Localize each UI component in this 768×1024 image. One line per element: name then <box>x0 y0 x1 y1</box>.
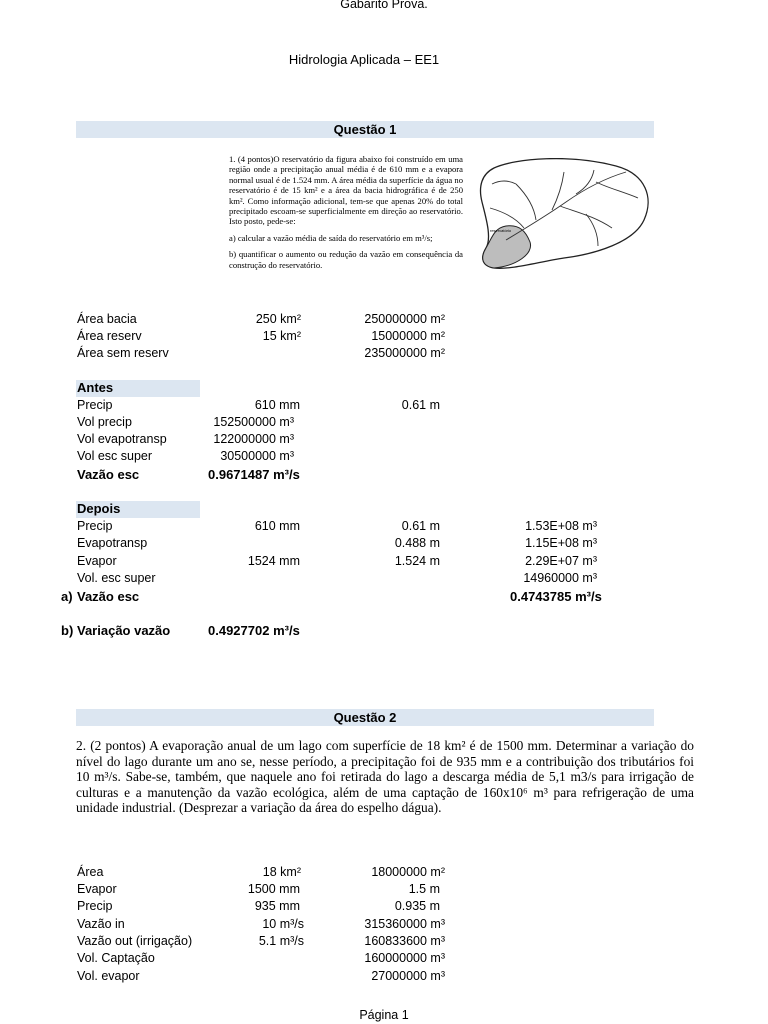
answer-a-prefix: a) <box>61 589 73 604</box>
q2-row-value-1: 935 mm <box>254 899 300 913</box>
page-header-title: Gabarito Prova. <box>340 0 428 11</box>
depois-volesc-value: 14960000 m³ <box>523 571 597 585</box>
depois-evapot-m: 0.488 m <box>394 536 440 550</box>
q2-row-value-2: 160833600 m³ <box>364 934 445 948</box>
depois-precip-m: 0.61 m <box>401 519 440 533</box>
reservoir-label: reservatório <box>490 228 512 233</box>
antes-volprecip-label: Vol precip <box>77 415 132 429</box>
question-2-statement: 2. (2 pontos) A evaporação anual de um lago com superfície de 18 km² é de 1500 mm. Determinar a variação do nível do lago durante um ano se, nesse período, a precipitação foi de 935 mm e a contribuição dos tributários foi 10 m³/s. Sabe-se, também, que naquele ano foi retirada do lago a descarga média de 5,1 m3/s para irrigação de culturas e a manutenção da vazão ecológica, além de uma captação de 160x10⁶ m³ para refrigeração de uma unidade industrial. (Desprezar a variação da área do espelho dágua). <box>76 738 694 816</box>
antes-vazao-label: Vazão esc <box>77 467 140 482</box>
antes-volprecip-value: 152500000 m³ <box>213 415 294 429</box>
antes-precip-label: Precip <box>77 398 113 412</box>
depois-precip-label: Precip <box>77 519 113 533</box>
q2-row-value-2: 315360000 m³ <box>364 917 445 931</box>
variacao-label: Variação vazão <box>77 623 171 638</box>
antes-precip-mm: 610 mm <box>254 398 300 412</box>
q2-row-value-2: 27000000 m³ <box>371 969 445 983</box>
depois-evapot-label: Evapotransp <box>77 536 148 550</box>
antes-volesc-label: Vol esc super <box>77 449 153 463</box>
depois-evapor-mm: 1524 mm <box>247 554 300 568</box>
depois-precip-vol: 1.53E+08 m³ <box>525 519 597 533</box>
q2-row-label: Vol. evapor <box>77 969 140 983</box>
q1-item-b: b) quantificar o aumento ou redução da vazão em consequência da construção do reservatório. <box>229 249 463 270</box>
area-row-value-1: 250 km² <box>255 312 301 326</box>
antes-vazao-value: 0.9671487 m³/s <box>208 467 300 482</box>
depois-precip-mm: 610 mm <box>254 519 300 533</box>
area-row-value-2: 15000000 m² <box>371 329 445 343</box>
q2-row-value-2: 18000000 m² <box>371 865 445 879</box>
document-subtitle: Hidrologia Aplicada – EE1 <box>288 52 440 67</box>
antes-title: Antes <box>77 380 114 395</box>
depois-title: Depois <box>77 501 121 516</box>
area-row-value-2: 235000000 m² <box>364 346 445 360</box>
q2-row-label: Vazão out (irrigação) <box>77 934 193 948</box>
antes-volevap-label: Vol evapotransp <box>77 432 167 446</box>
area-row-label: Área sem reserv <box>77 346 169 360</box>
area-row-label: Área reserv <box>77 329 142 343</box>
antes-volevap-value: 122000000 m³ <box>213 432 294 446</box>
depois-evapor-m: 1.524 m <box>394 554 440 568</box>
q2-row-label: Vol. Captação <box>77 951 155 965</box>
depois-vazao-value: 0.4743785 m³/s <box>510 589 602 604</box>
antes-precip-m: 0.61 m <box>401 398 440 412</box>
q2-row-value-1: 18 km² <box>262 865 301 879</box>
question-1-statement <box>229 154 463 276</box>
q2-row-value-2: 0.935 m <box>394 899 440 913</box>
q2-row-label: Vazão in <box>77 917 125 931</box>
variacao-value: 0.4927702 m³/s <box>208 623 300 638</box>
depois-evapot-vol: 1.15E+08 m³ <box>525 536 597 550</box>
q2-row-label: Evapor <box>77 882 117 896</box>
area-row-label: Área bacia <box>77 312 137 326</box>
q2-row-value-1: 10 m³/s <box>262 917 304 931</box>
depois-vazao-label: Vazão esc <box>77 589 140 604</box>
depois-evapor-label: Evapor <box>77 554 117 568</box>
q2-row-label: Área <box>77 865 104 879</box>
q2-row-value-2: 160000000 m³ <box>364 951 445 965</box>
antes-volesc-value: 30500000 m³ <box>220 449 294 463</box>
depois-volesc-label: Vol. esc super <box>77 571 156 585</box>
area-row-value-1: 15 km² <box>262 329 301 343</box>
q2-row-value-1: 1500 mm <box>247 882 300 896</box>
q2-row-value-2: 1.5 m <box>408 882 440 896</box>
watershed-map-icon <box>476 158 658 274</box>
question-2-header: Questão 2 <box>76 709 654 726</box>
question-1-header: Questão 1 <box>76 121 654 138</box>
q2-row-label: Precip <box>77 899 113 913</box>
q1-paragraph: 1. (4 pontos)O reservatório da figura abaixo foi construído em uma região onde a precipitação anual média é de 610 mm e a evapora normal usual é de 1.524 mm. A área média da superfície da água no reservatório é de 15 km² e a área da bacia hidrográfica é de 250 km². Como informação adicional, tem-se que apenas 20% do total precipitado escoam-se superficialmente em direção ao reservatório. Isto posto, pede-se: <box>229 154 463 227</box>
q1-item-a: a) calcular a vazão média de saída do reservatório em m³/s; <box>229 232 433 243</box>
depois-evapor-vol: 2.29E+07 m³ <box>525 554 597 568</box>
area-row-value-2: 250000000 m² <box>364 312 445 326</box>
page-number: Página 1 <box>359 1008 409 1022</box>
q2-row-value-1: 5.1 m³/s <box>258 934 304 948</box>
answer-b-prefix: b) <box>61 623 74 638</box>
